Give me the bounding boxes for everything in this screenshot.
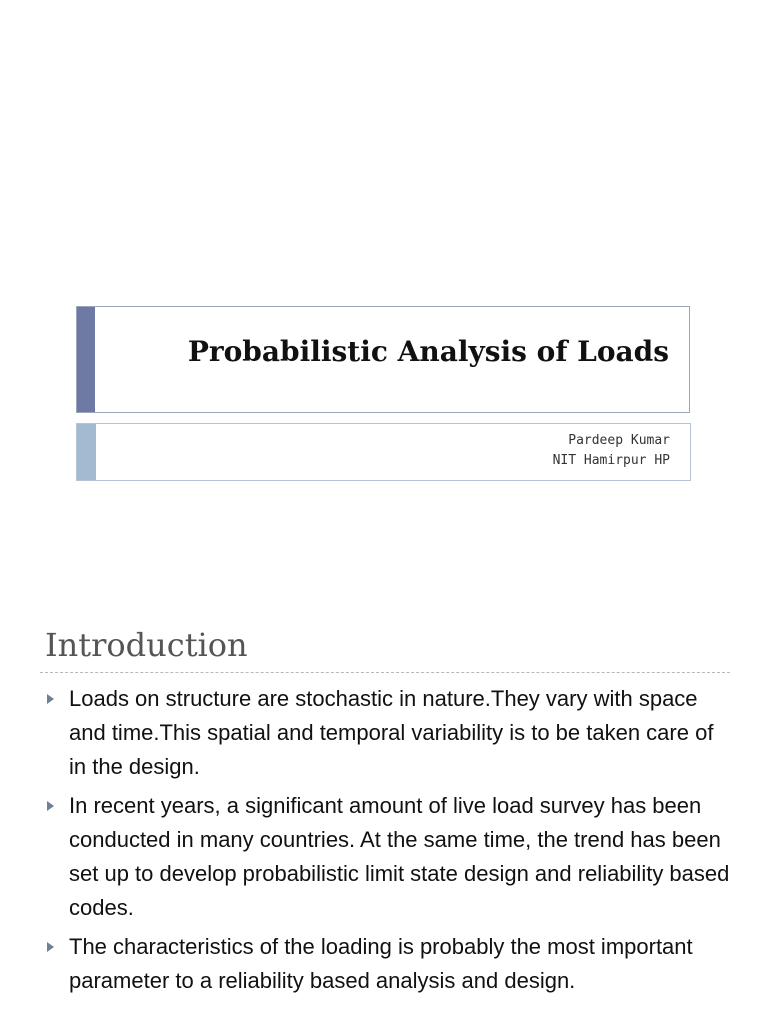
- slide-title: Probabilistic Analysis of Loads: [187, 335, 669, 368]
- bullet-text: Loads on structure are stochastic in nature.They vary with space and time.This spatial and temporal variability is to be taken care of in the design.: [69, 686, 714, 779]
- subtitle-text: [553, 431, 670, 471]
- list-item: [45, 682, 735, 784]
- subtitle-accent-bar: [77, 424, 96, 480]
- author-name: Pardeep Kumar: [568, 433, 670, 448]
- bullet-list: [45, 682, 735, 1003]
- subtitle-box: [76, 423, 691, 481]
- title-box: [76, 306, 690, 413]
- institution-name: NIT Hamirpur HP: [552, 453, 670, 468]
- list-item: [45, 930, 735, 998]
- bullet-text: The characteristics of the loading is probably the most important parameter to a reliability based analysis and design.: [69, 934, 693, 993]
- bullet-triangle-icon: [47, 801, 54, 811]
- bullet-text: In recent years, a significant amount of live load survey has been conducted in many countries. At the same time, the trend has been set up to develop probabilistic limit state design and reliability based codes.: [69, 793, 730, 920]
- bullet-triangle-icon: [47, 942, 54, 952]
- title-accent-bar: [77, 307, 95, 412]
- heading-divider: [40, 672, 730, 673]
- list-item: [45, 789, 735, 925]
- section-heading: Introduction: [45, 626, 248, 664]
- bullet-triangle-icon: [47, 694, 54, 704]
